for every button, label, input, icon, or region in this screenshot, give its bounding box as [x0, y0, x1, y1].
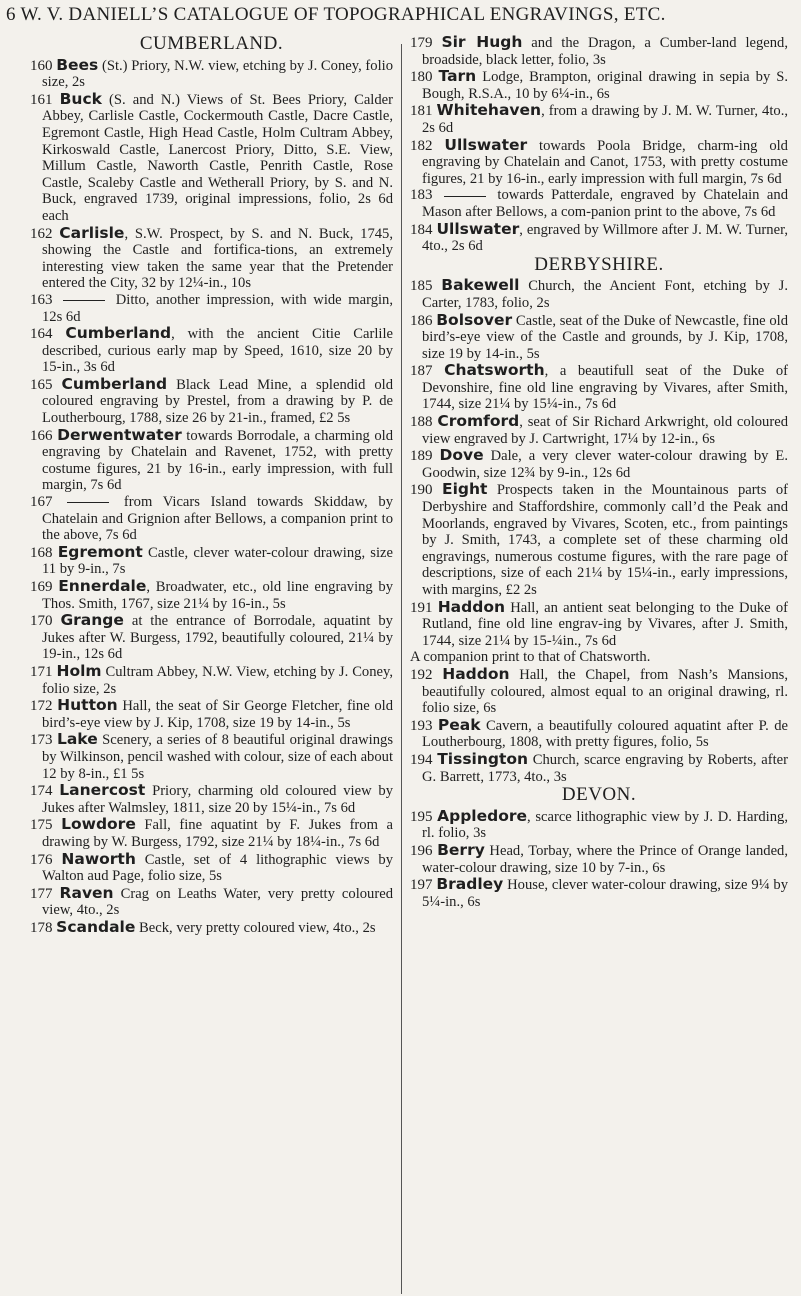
- column-divider: [401, 44, 402, 1294]
- entry-description: Crag on Leaths Water, very pretty coloured view, 4to., 2s: [42, 885, 393, 919]
- entry-description: , seat of Sir Richard Arkwright, old coloured view engraved by J. Cartwright, 17¼ by 12-in., 6s: [422, 414, 788, 447]
- entry-keyword: Cumberland: [61, 374, 168, 393]
- section-heading-derbyshire: DERBYSHIRE.: [534, 253, 664, 275]
- entry-number: 179: [410, 35, 433, 51]
- left-column: [30, 34, 393, 1288]
- catalogue-entry: [410, 221, 788, 255]
- entry-keyword: Tissington: [437, 749, 529, 768]
- entry-description: towards Poola Bridge, charm-ing old engraving by Chatelain and Canot, 1753, with pretty costume figures, 21 by 16-in., early impression with full margin, 7s 6d: [422, 137, 788, 187]
- entry-keyword: Cromford: [437, 412, 520, 431]
- entry-description: Scenery, a series of 8 beautiful original drawings by Wilkinson, pencil washed with colour, size of each about 12 by 8-in., £1 5s: [42, 732, 394, 782]
- entry-keyword: Lake: [56, 730, 98, 749]
- entry-description: House, clever water-colour drawing, size 9¼ by 5¼-in., 6s: [422, 877, 788, 910]
- entry-description: Priory, charming old coloured view by Jukes after Walmsley, 1811, size 20 by 15¼-in., 7s 6d: [42, 783, 393, 816]
- entry-description: Hall, an antient seat belonging to the Duke of Rutland, fine old line engrav-ing by Vivares, after J. Smith, 1744, size 21¼ by 15-¼in., 7s 6d: [422, 599, 788, 649]
- entry-number: 162: [30, 225, 53, 242]
- entry-keyword: Whitehaven: [436, 101, 542, 120]
- catalogue-entry: [410, 137, 788, 188]
- entry-number: 182: [410, 137, 433, 154]
- entry-keyword: Tarn: [438, 67, 477, 86]
- entry-keyword: Holm: [56, 661, 102, 680]
- entry-number: 165: [30, 376, 53, 393]
- entry-keyword: Scandale: [56, 917, 136, 936]
- entry-keyword: Lanercost: [59, 781, 146, 800]
- entry-number: 160: [30, 57, 53, 74]
- catalogue-entry: [410, 666, 788, 717]
- entry-description: , S.W. Prospect, by S. and N. Buck, 1745, showing the Castle and fortifica-tions, an extremely interesting view taken the same year that the Pretender entered the City, 32 by 12¼-in., 10s: [42, 225, 393, 292]
- entry-keyword: Sir Hugh: [441, 33, 523, 51]
- catalogue-entry: [30, 697, 393, 731]
- entry-keyword: Ullswater: [436, 219, 520, 238]
- entry-description: Black Lead Mine, a splendid old coloured engraving by Prestel, from a drawing by P. de Loutherbourg, 1788, size 26 by 21-in., framed, £2 5s: [42, 376, 393, 427]
- entry-keyword: Ullswater: [444, 135, 528, 154]
- entry-number: 167: [30, 494, 53, 511]
- entry-number: 161: [30, 91, 53, 108]
- entry-description: towards Patterdale, engraved by Chatelain and Mason after Bellows, a com-panion print to the above, 7s 6d: [422, 187, 788, 220]
- entry-keyword: Raven: [59, 883, 114, 902]
- catalogue-entry: [410, 649, 788, 666]
- entry-number: 190: [410, 482, 433, 499]
- entry-number: 194: [410, 751, 433, 768]
- entry-description: Prospects taken in the Mountainous parts of Derbyshire and Staffordshire, commonly call’d the Peak and Moorlands, engraved by Vivares, Scoten, etc., from paintings by J. Smith, 1743, a complete set of these charming old engravings, numerous costume figures, with the rare page of descriptions, size of each 21¼ by 15¼-in., early impressions, with margins, £2 2s: [422, 482, 789, 598]
- catalogue-entry: [30, 57, 393, 91]
- entry-number: 188: [410, 414, 433, 431]
- entry-description: Head, Torbay, where the Prince of Orange landed, water-colour drawing, size 10 by 7-in., 6s: [422, 842, 788, 876]
- entry-description: , scarce lithographic view by J. D. Harding, rl. folio, 3s: [422, 808, 788, 842]
- entry-number: 195: [410, 808, 433, 825]
- entry-number: 191: [410, 599, 433, 616]
- entry-keyword: Cumberland: [65, 324, 172, 343]
- entry-keyword: Dove: [439, 446, 484, 465]
- entry-keyword: Bradley: [436, 875, 504, 894]
- entry-number: 173: [30, 732, 53, 749]
- entry-description: Castle, clever water-colour drawing, size 11 by 9-in., 7s: [42, 544, 393, 578]
- entry-number: 193: [410, 717, 433, 734]
- catalogue-entry: [410, 599, 788, 650]
- entry-description: , from a drawing by J. M. W. Turner, 4to., 2s 6d: [422, 103, 788, 136]
- entry-description: Hall, the seat of Sir George Fletcher, fine old bird’s-eye view by J. Kip, 1708, size 19 by 14-in., 5s: [42, 698, 394, 731]
- entry-description: Cultram Abbey, N.W. View, etching by J. Coney, folio size, 2s: [42, 663, 393, 697]
- entry-number: 186: [410, 312, 433, 329]
- entry-keyword: Egremont: [57, 542, 143, 561]
- catalogue-entry: [410, 751, 788, 785]
- entry-number: 172: [30, 698, 53, 715]
- entry-number: 166: [30, 427, 53, 444]
- entry-number: 196: [410, 842, 433, 859]
- catalogue-entry: [410, 68, 788, 102]
- section-heading-cumberland: CUMBERLAND.: [139, 33, 284, 54]
- catalogue-entry: [30, 885, 393, 919]
- entry-description: at the entrance of Borrodale, aquatint by Jukes after W. Burgess, 1792, beautifully coloured, 21¼ by 19-in., 12s 6d: [42, 613, 393, 663]
- catalogue-entry: [410, 876, 788, 910]
- entry-keyword: Hutton: [57, 696, 118, 715]
- catalogue-entry: [30, 544, 393, 578]
- right-column: [410, 34, 788, 1288]
- entry-description: (S. and N.) Views of St. Bees Priory, Calder Abbey, Carlisle Castle, Cockermouth Castle, Dacre Castle, Egremont Castle, High Head Castle, Holm Cultram Abbey, Kirkoswald Castle, Lanercost Priory, Ditto, S.E. View, Millum Castle, Naworth Castle, Penrith Castle, Rose Castle, Scaleby Castle and Wetherall Priory, by S. and N. Buck, engraved 1739, original impressions, folio, 2s 6d each: [42, 91, 393, 224]
- catalogue-entry: [410, 187, 788, 220]
- catalogue-entry: [410, 717, 788, 751]
- entry-description: Castle, set of 4 lithographic views by Walton aud Page, folio size, 5s: [42, 851, 393, 885]
- catalogue-entry: [410, 34, 788, 68]
- entry-description: Lodge, Brampton, original drawing in sepia by S. Bough, R.S.A., 10 by 6¼-in., 6s: [422, 69, 788, 102]
- entry-number: 185: [410, 278, 433, 295]
- catalogue-entry: [30, 663, 393, 697]
- entry-description: , engraved by Willmore after J. M. W. Turner, 4to., 2s 6d: [422, 221, 788, 255]
- catalogue-entry: [30, 91, 393, 225]
- entry-number: 163: [30, 291, 53, 308]
- running-head: 6 W. V. DANIELL’S CATALOGUE OF TOPOGRAPHICAL ENGRAVINGS, ETC.: [6, 4, 666, 25]
- entry-number: 180: [410, 69, 433, 86]
- catalogue-entry: [410, 362, 788, 413]
- section-heading-devon: DEVON.: [561, 784, 637, 806]
- entry-description: Beck, very pretty coloured view, 4to., 2s: [135, 919, 376, 936]
- catalogue-entry: [410, 842, 788, 876]
- entry-number: 171: [30, 663, 53, 680]
- catalogue-entry: [30, 851, 393, 885]
- entry-description: Church, scarce engraving by Roberts, after G. Barrett, 1773, 4to., 3s: [422, 751, 788, 785]
- entry-number: 175: [30, 817, 53, 834]
- entry-list: [410, 808, 788, 911]
- entry-description: Ditto, another impression, with wide margin, 12s 6d: [42, 291, 393, 325]
- entry-description: and the Dragon, a Cumber-land legend, broadside, black letter, folio, 3s: [422, 35, 788, 68]
- catalogue-entry: [30, 816, 393, 850]
- catalogue-entry: [410, 808, 788, 842]
- entry-keyword: Ennerdale: [58, 577, 147, 595]
- entry-number: 170: [30, 613, 53, 630]
- entry-keyword: Bolsover: [436, 310, 513, 329]
- catalogue-entry: [30, 494, 393, 544]
- entry-keyword: Appledore: [437, 806, 528, 825]
- entry-keyword: Bakewell: [441, 276, 520, 295]
- entry-keyword: Naworth: [61, 849, 136, 868]
- entry-keyword: Bees: [56, 55, 99, 74]
- catalogue-entry: [30, 376, 393, 427]
- entry-number: 184: [410, 221, 433, 238]
- entry-description: Dale, a very clever water-colour drawing by E. Goodwin, size 12¾ by 9-in., 12s 6d: [422, 448, 788, 481]
- entry-keyword: Haddon: [437, 597, 506, 616]
- catalogue-entry: [30, 578, 393, 612]
- entry-keyword: Peak: [437, 715, 481, 734]
- ditto-rule: [444, 196, 486, 197]
- entry-keyword: Haddon: [442, 664, 510, 683]
- entry-keyword: Lowdore: [61, 815, 136, 834]
- entry-keyword: Chatsworth: [444, 361, 545, 380]
- entry-description: Church, the Ancient Font, etching by J. Carter, 1783, folio, 2s: [422, 278, 788, 311]
- catalogue-entry: [30, 612, 393, 663]
- entry-number: 174: [30, 783, 53, 800]
- entry-number: 169: [30, 579, 53, 595]
- entry-number: 197: [410, 877, 433, 894]
- entry-number: 178: [30, 919, 53, 936]
- entry-description: A companion print to that of Chatsworth.: [410, 649, 651, 666]
- catalogue-entry: [30, 292, 393, 325]
- entry-list: [410, 34, 788, 255]
- entry-description: towards Borrodale, a charming old engraving by Chatelain and Ravenet, 1752, with pretty costume figures, 21 by 16-in., early impression, with full margin, 7s 6d: [42, 427, 394, 494]
- catalogue-entry: [30, 919, 393, 937]
- entry-description: (St.) Priory, N.W. view, etching by J. Coney, folio size, 2s: [42, 57, 393, 91]
- entry-description: Fall, fine aquatint by F. Jukes from a drawing by W. Burgess, 1792, size 21¼ by 18¼-in., 7s 6d: [42, 817, 394, 850]
- entry-number: 168: [30, 544, 53, 561]
- entry-number: 177: [30, 885, 53, 902]
- catalogue-entry: [30, 225, 393, 292]
- catalogue-entry: [410, 102, 788, 136]
- entry-keyword: Derwentwater: [57, 425, 182, 444]
- entry-list: [30, 57, 393, 937]
- entry-number: 189: [410, 448, 433, 465]
- catalogue-entry: [410, 481, 788, 598]
- entry-list: [410, 277, 788, 785]
- entry-description: from Vicars Island towards Skiddaw, by Chatelain and Grignion after Bellows, a companion print to the above, 7s 6d: [42, 494, 394, 544]
- ditto-rule: [63, 300, 105, 301]
- entry-description: Hall, the Chapel, from Nash’s Mansions, beautifully coloured, almost equal to an original drawing, rl. folio size, 6s: [422, 666, 788, 717]
- entry-description: , Broadwater, etc., old line engraving by Thos. Smith, 1767, size 21¼ by 16-in., 5s: [42, 579, 393, 612]
- entry-keyword: Buck: [59, 89, 102, 108]
- entry-number: 181: [410, 103, 433, 120]
- entry-number: 183: [410, 187, 433, 204]
- entry-keyword: Eight: [441, 480, 488, 499]
- entry-number: 164: [30, 326, 53, 343]
- catalogue-entry: [30, 427, 393, 494]
- ditto-rule: [67, 502, 109, 503]
- catalogue-entry: [30, 325, 393, 376]
- entry-description: Castle, seat of the Duke of Newcastle, fine old bird’s-eye view of the Castle and grounds, by J. Kip, 1708, size 19 by 14-in., 5s: [422, 312, 788, 362]
- entry-number: 187: [410, 363, 433, 380]
- catalogue-entry: [410, 413, 788, 447]
- entry-description: , with the ancient Citie Carlile described, curious early map by Speed, 1610, size 20 by 15-in., 3s 6d: [42, 326, 393, 376]
- entry-keyword: Carlisle: [59, 223, 125, 242]
- entry-keyword: Grange: [60, 611, 124, 630]
- entry-description: , a beautifull seat of the Duke of Devonshire, fine old line engraving by Vivares, after Smith, 1744, size 21¼ by 15¼-in., 7s 6d: [422, 363, 788, 413]
- entry-number: 192: [410, 666, 433, 683]
- catalogue-entry: [30, 782, 393, 816]
- catalogue-entry: [30, 731, 393, 782]
- catalogue-entry: [410, 277, 788, 311]
- catalogue-entry: [410, 447, 788, 481]
- entry-keyword: Berry: [437, 840, 485, 859]
- entry-description: Cavern, a beautifully coloured aquatint after P. de Loutherbourg, 1808, with pretty figures, folio, 5s: [422, 717, 788, 751]
- entry-number: 176: [30, 851, 53, 868]
- catalogue-entry: [410, 312, 788, 363]
